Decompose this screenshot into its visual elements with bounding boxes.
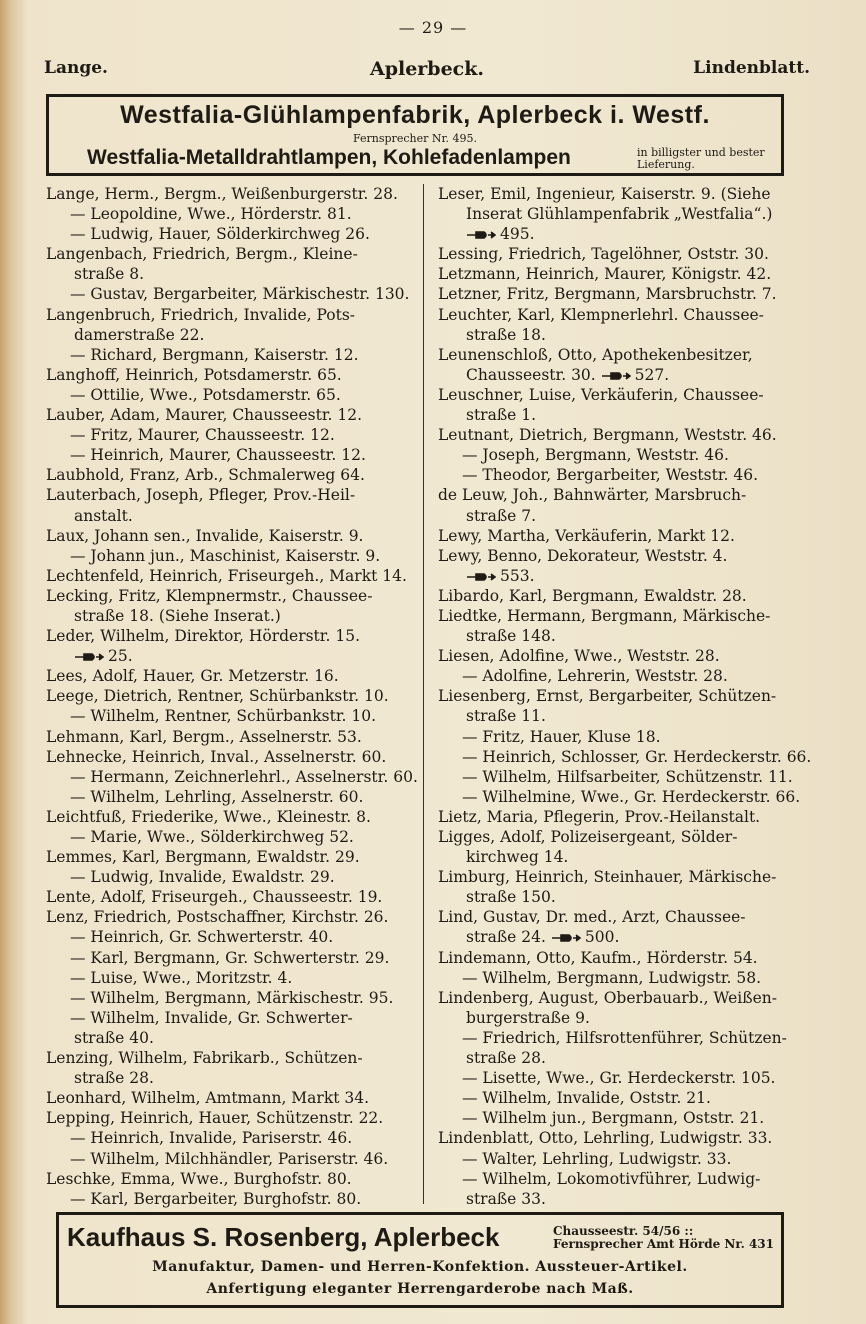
directory-entry-line: — Ludwig, Hauer, Sölderkirchweg 26.: [70, 225, 370, 244]
directory-entry-line: Ligges, Adolf, Polizeisergeant, Sölder-: [438, 828, 738, 846]
directory-entry-line: — Wilhelmine, Wwe., Gr. Herdeckerstr. 66.: [462, 787, 801, 806]
entry-text: 495.: [500, 225, 535, 244]
directory-entry-line: — Fritz, Hauer, Kluse 18.: [462, 727, 661, 746]
directory-entry-line: Laubhold, Franz, Arb., Schmalerweg 64.: [46, 466, 365, 485]
directory-entry-line: [438, 365, 806, 385]
advertisement-kaufhaus-rosenberg: [56, 1212, 784, 1308]
directory-entry-line: — Luise, Wwe., Moritzstr. 4.: [70, 968, 293, 987]
directory-entry-line: Lauber, Adam, Maurer, Chausseestr. 12.: [46, 406, 363, 425]
directory-entry-line: — Ludwig, Invalide, Ewaldstr. 29.: [70, 868, 335, 887]
directory-entry-line: straße 11.: [466, 707, 546, 726]
running-head: [44, 58, 810, 82]
directory-entry-line: — Marie, Wwe., Sölderkirchweg 52.: [70, 828, 354, 846]
directory-entry-line: Lietz, Maria, Pflegerin, Prov.-Heilanstalt.: [438, 807, 761, 826]
directory-entry-line: — Joseph, Bergmann, Weststr. 46.: [462, 446, 729, 465]
directory-entry-line: straße 33.: [466, 1189, 546, 1208]
directory-entry-line: — Hermann, Zeichnerlehrl., Asselnerstr. 60.: [70, 767, 418, 786]
directory-entry-line: straße 18. (Siehe Inserat.): [74, 606, 281, 625]
directory-entry-line: straße 40.: [74, 1028, 154, 1047]
directory-entry-line: straße 150.: [466, 888, 556, 907]
directory-entry-line: — Wilhelm jun., Bergmann, Oststr. 21.: [462, 1109, 765, 1128]
telephone-icon: [466, 572, 496, 582]
directory-entry-line: Lente, Adolf, Friseurgeh., Chausseestr. 19.: [46, 888, 383, 907]
directory-entry-line: Leser, Emil, Ingenieur, Kaiserstr. 9. (Siehe: [438, 185, 771, 203]
directory-entry-line: Langenbruch, Friedrich, Invalide, Pots-: [46, 305, 356, 324]
directory-entry-line: — Friedrich, Hilfsrottenführer, Schützen-: [462, 1028, 787, 1047]
directory-entry-line: Libardo, Karl, Bergmann, Ewaldstr. 28.: [438, 586, 747, 605]
directory-entry-line: anstalt.: [74, 506, 133, 525]
directory-entry-line: — Karl, Bergmann, Gr. Schwerterstr. 29.: [70, 948, 390, 967]
directory-entry-line: Lindenblatt, Otto, Lehrling, Ludwigstr. 33.: [438, 1129, 773, 1148]
column-divider: [423, 184, 424, 1204]
ad-bottom-line-2: Manufaktur, Damen- und Herren-Konfektion. Aussteuer-Artikel.: [152, 1259, 688, 1275]
page-number: — 29 —: [398, 18, 468, 37]
ad-bottom-title: Kaufhaus S. Rosenberg, Aplerbeck: [67, 1222, 500, 1252]
entry-phone-number: 527.: [634, 365, 670, 384]
directory-entry-line: — Johann jun., Maschinist, Kaiserstr. 9.: [70, 546, 381, 565]
directory-column-right: [438, 184, 812, 1209]
directory-entry-line: [438, 224, 806, 244]
directory-entry-line: Leonhard, Wilhelm, Amtmann, Markt 34.: [46, 1089, 370, 1108]
entry-text: straße 24.: [466, 928, 551, 947]
directory-entry-line: — Wilhelm, Invalide, Gr. Schwerter-: [70, 1008, 353, 1027]
directory-entry-line: — Ottilie, Wwe., Potsdamerstr. 65.: [70, 385, 341, 404]
directory-entry-line: Lenz, Friedrich, Postschaffner, Kirchstr. 26.: [46, 908, 389, 927]
directory-entry-line: damerstraße 22.: [74, 325, 205, 344]
directory-entry-line: [438, 927, 806, 947]
directory-entry-line: de Leuw, Joh., Bahnwärter, Marsbruch-: [438, 486, 747, 505]
directory-entry-line: Lindemann, Otto, Kaufm., Hörderstr. 54.: [438, 948, 758, 967]
directory-entry-line: Langenbach, Friedrich, Bergm., Kleine-: [46, 245, 358, 264]
directory-entry-line: straße 8.: [74, 265, 145, 284]
directory-entry-line: Lindenberg, August, Oberbauarb., Weißen-: [438, 988, 777, 1007]
directory-entry-line: Letzmann, Heinrich, Maurer, Königstr. 42.: [438, 265, 772, 284]
directory-entry-line: kirchweg 14.: [466, 848, 569, 867]
directory-entry-line: — Heinrich, Invalide, Pariserstr. 46.: [70, 1129, 353, 1148]
directory-entry-line: Liesenberg, Ernst, Bergarbeiter, Schützen-: [438, 687, 777, 706]
directory-entry-line: straße 148.: [466, 627, 556, 646]
directory-entry-line: straße 18.: [466, 325, 546, 344]
directory-entry-line: Letzner, Fritz, Bergmann, Marsbruchstr. 7.: [438, 285, 777, 304]
directory-entry-line: [46, 646, 414, 666]
directory-entry-line: Leschke, Emma, Wwe., Burghofstr. 80.: [46, 1169, 352, 1188]
directory-entry-line: — Wilhelm, Bergmann, Märkischestr. 95.: [70, 988, 394, 1007]
directory-entry-line: Leuschner, Luise, Verkäuferin, Chaussee-: [438, 385, 764, 404]
directory-entry-line: Lenzing, Wilhelm, Fabrikarb., Schützen-: [46, 1049, 363, 1068]
directory-entry-line: Lehmann, Karl, Bergm., Asselnerstr. 53.: [46, 727, 362, 746]
directory-entry-line: Laux, Johann sen., Invalide, Kaiserstr. 9.: [46, 526, 364, 545]
directory-entry-line: Liesen, Adolfine, Wwe., Weststr. 28.: [438, 647, 720, 666]
directory-entry-line: Liedtke, Hermann, Bergmann, Märkische-: [438, 606, 771, 625]
directory-entry-line: Limburg, Heinrich, Steinhauer, Märkische-: [438, 868, 777, 887]
telephone-icon: [601, 371, 631, 381]
directory-entry-line: Langhoff, Heinrich, Potsdamerstr. 65.: [46, 365, 342, 384]
directory-entry-line: Lees, Adolf, Hauer, Gr. Metzerstr. 16.: [46, 667, 339, 686]
ad-bottom-line-3: Anfertigung eleganter Herrengarderobe nach Maß.: [206, 1281, 634, 1297]
directory-entry-line: Leutnant, Dietrich, Bergmann, Weststr. 46.: [438, 426, 777, 445]
entry-text: 553.: [500, 566, 535, 585]
telephone-icon: [74, 652, 104, 662]
ad-top-note: in billigster und bester Lieferung.: [637, 146, 765, 171]
advertisement-glühlampenfabrik: [46, 94, 784, 176]
directory-entry-line: Leichtfuß, Friederike, Wwe., Kleinestr. 8.: [46, 807, 371, 826]
directory-entry-line: — Richard, Bergmann, Kaiserstr. 12.: [70, 345, 359, 364]
directory-entry-line: — Wilhelm, Bergmann, Ludwigstr. 58.: [462, 968, 762, 987]
directory-entry-line: Lind, Gustav, Dr. med., Arzt, Chaussee-: [438, 908, 746, 927]
directory-entry-line: Leunenschloß, Otto, Apothekenbesitzer,: [438, 345, 753, 364]
directory-entry-line: — Wilhelm, Milchhändler, Pariserstr. 46.: [70, 1149, 389, 1168]
directory-entry-line: Inserat Glühlampenfabrik „Westfalia“.): [466, 205, 773, 224]
directory-entry-line: — Leopoldine, Wwe., Hörderstr. 81.: [70, 205, 352, 224]
directory-entry-line: Lehnecke, Heinrich, Inval., Asselnerstr. 60.: [46, 747, 387, 766]
entry-phone-number: 500.: [584, 928, 620, 947]
directory-entry-line: straße 28.: [74, 1069, 154, 1088]
directory-column-left: [46, 184, 418, 1209]
directory-entry-line: Lessing, Friedrich, Tagelöhner, Oststr. 30.: [438, 245, 769, 264]
directory-entry-line: — Wilhelm, Lokomotivführer, Ludwig-: [462, 1169, 761, 1188]
directory-entry-line: — Theodor, Bergarbeiter, Weststr. 46.: [462, 466, 759, 485]
directory-entry-line: Lemmes, Karl, Bergmann, Ewaldstr. 29.: [46, 848, 360, 867]
directory-entry-line: — Lisette, Wwe., Gr. Herdeckerstr. 105.: [462, 1069, 776, 1088]
directory-entry-line: — Wilhelm, Lehrling, Asselnerstr. 60.: [70, 787, 364, 806]
directory-entry-line: — Walter, Lehrling, Ludwigstr. 33.: [462, 1149, 732, 1168]
running-head-center: Aplerbeck.: [369, 58, 485, 80]
directory-entry-line: — Gustav, Bergarbeiter, Märkischestr. 130.: [70, 285, 410, 304]
directory-entry-line: — Wilhelm, Rentner, Schürbankstr. 10.: [70, 707, 377, 726]
directory-entry-line: Leder, Wilhelm, Direktor, Hörderstr. 15.: [46, 627, 360, 646]
directory-entry-line: Lewy, Martha, Verkäuferin, Markt 12.: [438, 526, 735, 545]
directory-entry-line: — Heinrich, Schlosser, Gr. Herdeckerstr. 66.: [462, 747, 812, 766]
ad-top-title: Westfalia-Glühlampenfabrik, Aplerbeck i. Westf.: [120, 101, 710, 129]
directory-entry-line: — Wilhelm, Invalide, Oststr. 21.: [462, 1089, 711, 1108]
directory-entry-line: straße 28.: [466, 1049, 546, 1068]
directory-entry-line: Lepping, Heinrich, Hauer, Schützenstr. 22.: [46, 1109, 384, 1128]
ad-top-products: Westfalia-Metalldrahtlampen, Kohlefadenlampen: [87, 146, 571, 169]
entry-text: Chausseestr. 30.: [466, 365, 601, 384]
telephone-icon: [551, 933, 581, 943]
directory-entry-line: straße 1.: [466, 406, 537, 425]
directory-entry-line: Lange, Herm., Bergm., Weißenburgerstr. 28.: [46, 185, 398, 203]
telephone-icon: [466, 230, 496, 240]
directory-entry-line: — Karl, Bergarbeiter, Burghofstr. 80.: [70, 1189, 362, 1208]
directory-entry-line: — Wilhelm, Hilfsarbeiter, Schützenstr. 11.: [462, 767, 793, 786]
directory-entry-line: Lecking, Fritz, Klempnermstr., Chaussee-: [46, 586, 373, 605]
directory-entry-line: Leege, Dietrich, Rentner, Schürbankstr. 10.: [46, 687, 389, 706]
directory-entry-line: — Heinrich, Maurer, Chausseestr. 12.: [70, 446, 366, 465]
directory-entry-line: — Fritz, Maurer, Chausseestr. 12.: [70, 426, 335, 445]
directory-entry-line: burgerstraße 9.: [466, 1008, 590, 1027]
directory-entry-line: Lewy, Benno, Dekorateur, Weststr. 4.: [438, 546, 728, 565]
running-head-right: Lindenblatt.: [693, 58, 810, 78]
directory-entry-line: straße 7.: [466, 506, 537, 525]
directory-entry-line: Leuchter, Karl, Klempnerlehrl. Chaussee-: [438, 305, 764, 324]
directory-entry-line: — Adolfine, Lehrerin, Weststr. 28.: [462, 667, 728, 686]
running-head-left: Lange.: [44, 58, 108, 78]
directory-entry-line: — Heinrich, Gr. Schwerterstr. 40.: [70, 928, 334, 947]
entry-text: 25.: [108, 647, 133, 666]
ad-bottom-contact: Chausseestr. 54/56 :: Fernsprecher Amt Hörde Nr. 431: [553, 1224, 775, 1251]
directory-entry-line: [438, 566, 806, 586]
ad-top-phone: Fernsprecher Nr. 495.: [352, 132, 477, 145]
directory-entry-line: Lechtenfeld, Heinrich, Friseurgeh., Markt 14.: [46, 566, 407, 585]
directory-entry-line: Lauterbach, Joseph, Pfleger, Prov.-Heil-: [46, 486, 356, 505]
